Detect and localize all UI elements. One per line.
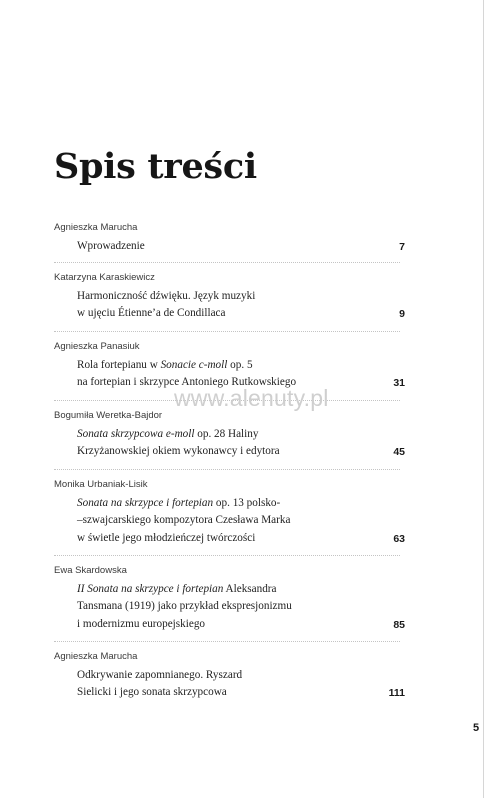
italic-title-segment: Sonacie c-moll (160, 359, 228, 371)
title-segment: na fortepian i skrzypce Antoniego Rutkowskiego (77, 376, 297, 389)
entry-separator (54, 262, 400, 263)
entry-title-line (77, 428, 258, 440)
italic-title-segment: Sonata na skrzypce i fortepian (77, 497, 214, 509)
entry-title-line (77, 686, 227, 698)
page-number: 5 (473, 722, 480, 734)
italic-title-segment: Sonata skrzypcowa e-moll (77, 428, 195, 440)
title-segment: op. 5 (227, 359, 253, 371)
entry-author: Agnieszka Marucha (54, 222, 138, 233)
entry-separator (54, 331, 400, 332)
entry-author: Agnieszka Marucha (54, 651, 138, 662)
title-segment: op. 28 Haliny (194, 428, 259, 440)
entry-separator (54, 555, 400, 556)
entry-page-number: 9 (399, 308, 405, 321)
title-segment: Odkrywanie zapomnianego. Ryszard (77, 669, 243, 681)
title-segment: Sielicki i jego sonata skrzypcowa (77, 686, 227, 699)
title-segment: op. 13 polsko- (213, 497, 281, 509)
entry-title-line (77, 307, 226, 319)
entry-title-line (77, 669, 242, 681)
watermark-text: www.alenuty.pl (174, 385, 329, 411)
entry-separator (54, 469, 400, 470)
entry-author: Monika Urbaniak-Lisik (54, 479, 148, 490)
entry-title-line (77, 532, 255, 544)
title-segment: w ujęciu Étienne’a de Condillaca (77, 307, 226, 320)
entry-separator (54, 641, 400, 642)
entry-title-line (77, 290, 255, 302)
title-segment: Tansmana (1919) jako przykład ekspresjonizmu (77, 600, 292, 613)
entry-title-line (77, 583, 276, 595)
entry-title-line (77, 618, 205, 630)
title-segment: Wprowadzenie (77, 240, 145, 252)
entry-author: Ewa Skardowska (54, 565, 127, 576)
entry-page-number: 7 (399, 241, 405, 253)
entry-page-number: 45 (393, 446, 405, 459)
entry-title-line (77, 514, 290, 526)
title-segment: Krzyżanowskiej okiem wykonawcy i edytora (77, 445, 280, 458)
entry-author: Agnieszka Panasiuk (54, 341, 140, 352)
entry-author: Katarzyna Karaskiewicz (54, 272, 155, 283)
title-segment: w świetle jego młodzieńczej twórczości (77, 531, 256, 544)
title-segment: i modernizmu europejskiego (77, 617, 206, 630)
entry-title-line (77, 240, 145, 252)
title-segment: –szwajcarskiego kompozytora Czesława Marka (77, 514, 291, 527)
title-segment: Aleksandra (223, 583, 277, 595)
italic-title-segment: II Sonata na skrzypce i fortepian (77, 583, 224, 595)
entry-title-line (77, 600, 292, 612)
title-segment: Harmoniczność dźwięku. Język muzyki (77, 290, 256, 302)
entry-title-line (77, 445, 280, 457)
entry-title-line (77, 497, 280, 509)
entry-page-number: 111 (388, 687, 405, 700)
entry-page-number: 31 (393, 377, 405, 390)
title-segment: Rola fortepianu w (77, 359, 161, 371)
entry-title-line (77, 359, 253, 371)
entry-page-number: 63 (393, 532, 405, 545)
entry-page-number: 85 (393, 618, 405, 631)
entry-author: Bogumiła Weretka-Bajdor (54, 410, 163, 421)
page-title: Spis treści (54, 146, 257, 187)
